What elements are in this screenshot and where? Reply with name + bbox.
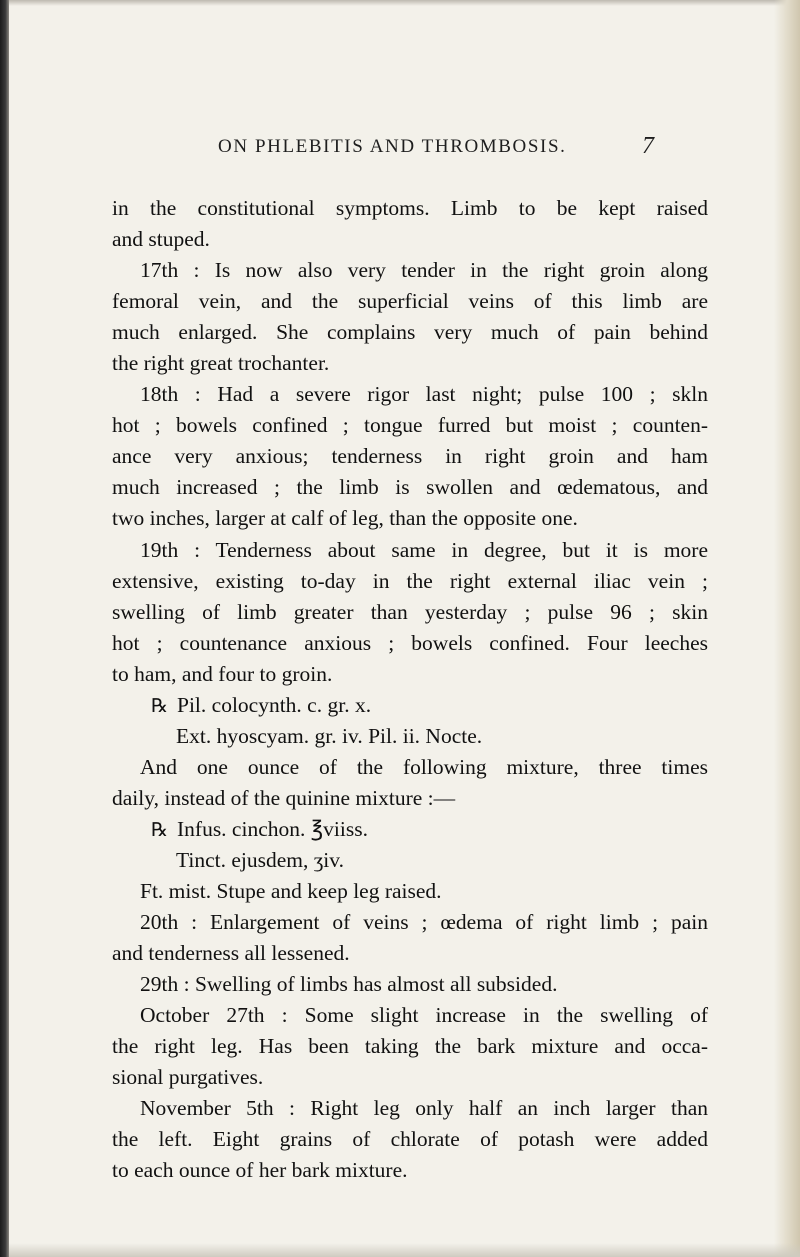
text-line: sional purgatives.: [112, 1065, 264, 1090]
text-line: November 5th : Right leg only half an inch larger than: [140, 1096, 708, 1121]
prescription-line: [112, 690, 708, 721]
text-line: 17th : Is now also very tender in the right groin along: [140, 258, 708, 283]
recipe-icon: ℞: [151, 818, 169, 841]
text-line: ance very anxious; tenderness in right groin and ham: [112, 444, 708, 469]
text-line: 19th : Tenderness about same in degree, but it is more: [140, 537, 708, 562]
text-line: hot ; countenance anxious ; bowels confined. Four leeches: [112, 630, 708, 655]
text-line: and tenderness all lessened.: [112, 941, 350, 966]
running-title: ON PHLEBITIS AND THROMBOSIS.: [218, 136, 567, 157]
page-bottom-edge: [9, 1243, 800, 1257]
text-line: 18th : Had a severe rigor last night; pulse 100 ; skln: [140, 382, 708, 407]
prescription-text: Pil. colocynth. c. gr. x.: [177, 692, 372, 717]
text-line: much enlarged. She complains very much of pain behind: [112, 320, 708, 345]
page-number: 7: [642, 133, 654, 159]
page-binding-shadow: [0, 0, 9, 1257]
text-line: hot ; bowels confined ; tongue furred but moist ; counten-: [112, 413, 708, 438]
prescription-line: [112, 814, 708, 845]
text-line: daily, instead of the quinine mixture :—: [112, 785, 456, 810]
text-line: swelling of limb greater than yesterday ; pulse 96 ; skin: [112, 599, 708, 624]
text-line: 29th : Swelling of limbs has almost all subsided.: [140, 972, 558, 997]
text-line: to ham, and four to groin.: [112, 661, 333, 686]
text-line: two inches, larger at calf of leg, than the opposite one.: [112, 506, 578, 531]
recipe-icon: ℞: [151, 694, 169, 717]
text-line: femoral vein, and the superficial veins of this limb are: [112, 289, 708, 314]
text-line: the right leg. Has been taking the bark mixture and occa-: [112, 1034, 708, 1059]
text-line: 20th : Enlargement of veins ; œdema of right limb ; pain: [140, 910, 708, 935]
page-edge-stain: [774, 0, 800, 1257]
text-line: the left. Eight grains of chlorate of potash were added: [112, 1127, 708, 1152]
running-head: [0, 133, 800, 166]
prescription-text: Infus. cinchon. ℥viiss.: [177, 816, 368, 841]
text-line: in the constitutional symptoms. Limb to be kept raised: [112, 196, 708, 220]
text-line: Ft. mist. Stupe and keep leg raised.: [140, 879, 442, 904]
text-line: to each ounce of her bark mixture.: [112, 1158, 408, 1183]
prescription-line: Tinct. ejusdem, ʒiv.: [176, 847, 345, 872]
text-line: much increased ; the limb is swollen and œdematous, and: [112, 475, 708, 500]
text-line: extensive, existing to-day in the right external iliac vein ;: [112, 568, 708, 593]
text-line: the right great trochanter.: [112, 351, 330, 376]
body-text: [112, 193, 708, 1187]
page-top-shadow: [9, 0, 800, 6]
text-line: and stuped.: [112, 227, 210, 252]
text-line: October 27th : Some slight increase in the swelling of: [140, 1003, 708, 1028]
text-line: And one ounce of the following mixture, three times: [140, 754, 708, 779]
prescription-line: Ext. hyoscyam. gr. iv. Pil. ii. Nocte.: [176, 723, 483, 748]
